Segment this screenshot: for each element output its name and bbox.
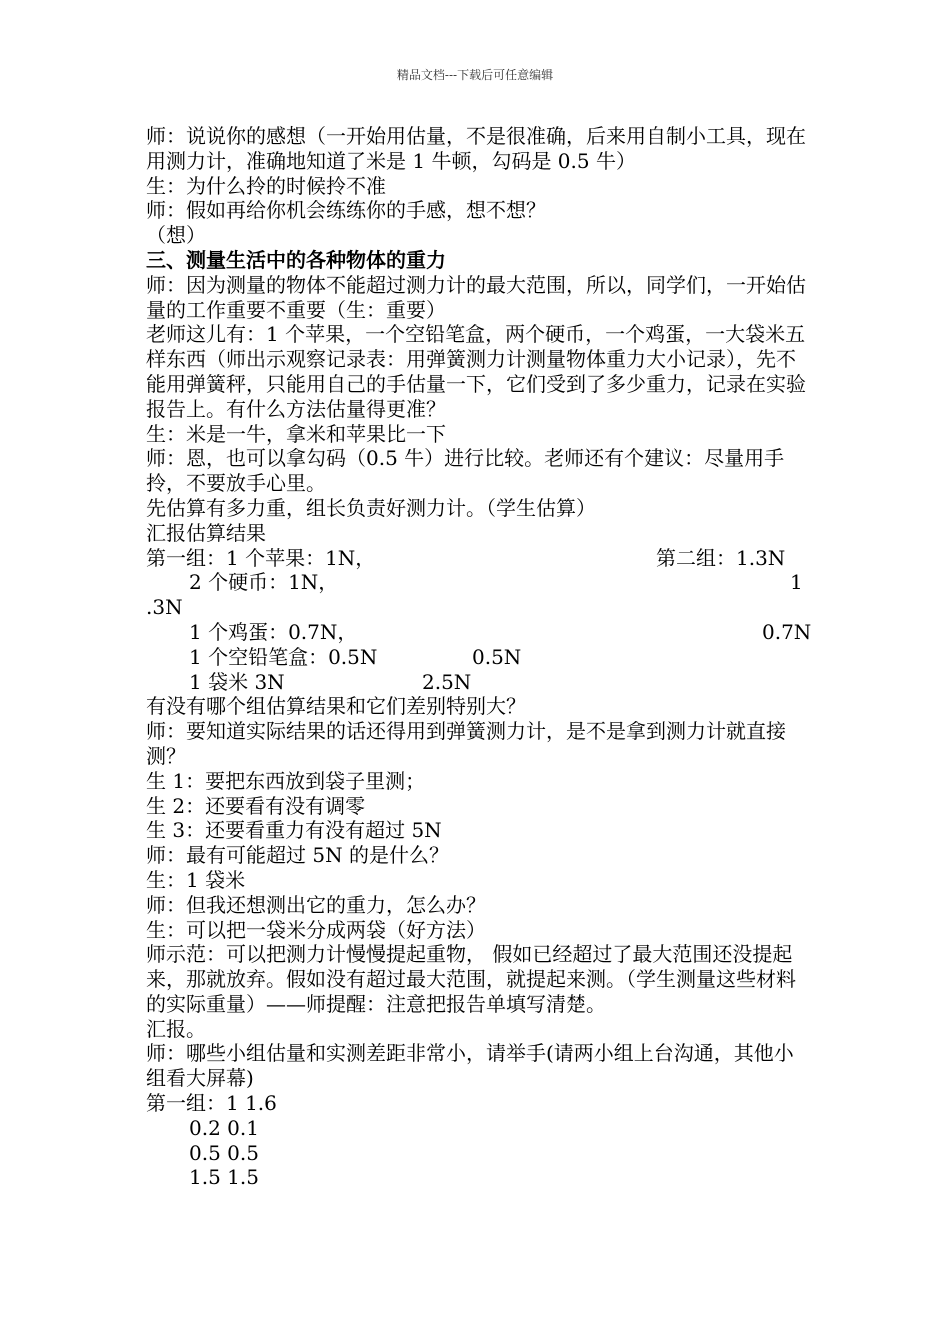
paragraph: 师：最有可能超过 5N 的是什么？ [146, 843, 449, 868]
estimate-right: 0.7N [762, 619, 812, 644]
comparison-row: 第一组：1 1.6 [146, 1091, 277, 1116]
paragraph: 师：说说你的感想（一开始用估量，不是很准确，后来用自制小工具，现在用测力计，准确地知道了米是 1 牛顿，勾码是 0.5 牛） [146, 124, 806, 173]
document-body [146, 124, 810, 1190]
estimate-right: 2.5N [422, 669, 472, 694]
estimate-row [146, 546, 810, 571]
estimate-left: .3N [146, 595, 183, 620]
paragraph: 生：1 袋米 [146, 867, 246, 892]
paragraph: 生：米是一牛，拿米和苹果比一下 [146, 421, 446, 446]
paragraph: 生：可以把一袋米分成两袋（好方法） [146, 917, 486, 942]
paragraph: 有没有哪个组估算结果和它们差别特别大？ [146, 694, 526, 719]
estimate-left: 1 个鸡蛋：0.7N， [189, 619, 358, 644]
estimate-right: 1 [790, 570, 803, 595]
paragraph: 师：要知道实际结果的话还得用到弹簧测力计，是不是拿到测力计就直接测？ [146, 719, 786, 768]
estimate-left: 1 袋米 3N [189, 669, 285, 694]
page-header: 精品文档---下载后可任意编辑 [396, 68, 554, 82]
estimate-row [146, 620, 810, 645]
paragraph: 师：恩，也可以拿勾码（0.5 牛）进行比较。老师还有个建议：尽量用手拎，不要放手心里。 [146, 446, 785, 496]
paragraph: 老师这儿有：1 个苹果，一个空铅笔盒，两个硬币，一个鸡蛋，一大袋米五样东西（师出示观察记录表：用弹簧测力计测量物体重力大小记录），先不能用弹簧秤，只能用自己的手估量一下，它们受到了多少重力，记录在实验报告上。有什么方法估量得更准？ [146, 322, 806, 421]
estimate-left: 2 个硬币：1N， [189, 570, 339, 595]
paragraph: 生 1：要把东西放到袋子里测； [146, 768, 426, 793]
estimate-row [146, 670, 810, 695]
paragraph: 汇报。 [146, 1016, 206, 1041]
estimate-row [146, 645, 810, 670]
paragraph: 师：因为测量的物体不能超过测力计的最大范围，所以，同学们，一开始估量的工作重要不重要（生：重要） [146, 272, 806, 322]
paragraph: 生 3：还要看重力有没有超过 5N [146, 818, 442, 843]
paragraph: 先估算有多力重，组长负责好测力计。（学生估算） [146, 495, 596, 520]
comparison-row: 1.5 1.5 [189, 1165, 259, 1190]
estimate-right: 第二组：1.3N [656, 545, 786, 570]
estimate-right: 0.5N [472, 644, 522, 669]
estimate-left: 第一组：1 个苹果：1N， [146, 545, 376, 570]
estimate-left: 1 个空铅笔盒：0.5N [189, 644, 378, 669]
paragraph: 师示范：可以把测力计慢慢提起重物， 假如已经超过了最大范围还没提起来，那就放弃。假如没有超过最大范围，就提起来测。（学生测量这些材料的实际重量）——师提醒：注意把报告单填写清楚。 [146, 942, 796, 1016]
paragraph: 师：哪些小组估量和实测差距非常小，请举手(请两小组上台沟通，其他小组看大屏幕) [146, 1041, 794, 1091]
paragraph: 生：为什么拎的时候拎不准 [146, 173, 386, 198]
paragraph: 师：假如再给你机会练练你的手感，想不想？ [146, 198, 546, 223]
section-heading: 三、测量生活中的各种物体的重力 [146, 247, 446, 272]
paragraph: 师：但我还想测出它的重力，怎么办？ [146, 892, 486, 917]
estimate-row [146, 595, 810, 620]
paragraph: 生 2：还要看有没有调零 [146, 793, 366, 818]
paragraph: （想） [146, 223, 206, 248]
paragraph: 汇报估算结果 [146, 520, 266, 545]
comparison-row: 0.2 0.1 [189, 1115, 259, 1140]
estimate-row [146, 570, 810, 595]
comparison-row: 0.5 0.5 [189, 1140, 259, 1165]
